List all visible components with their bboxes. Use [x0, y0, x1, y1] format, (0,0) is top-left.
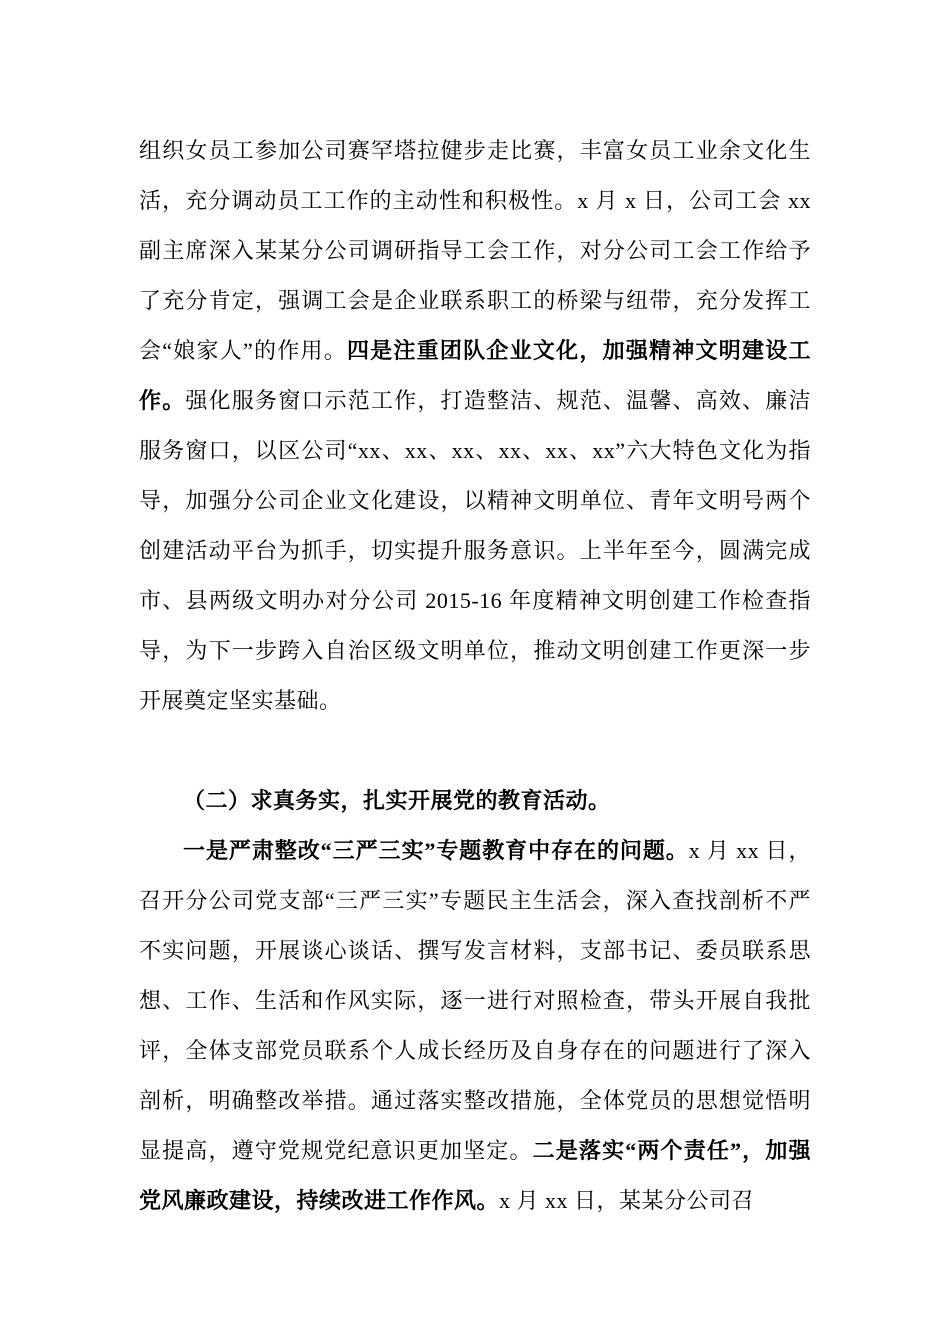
text-run: 组织女员工参加公司赛罕塔拉健步走比赛，丰富女员工业余文化生活，充分调动员工工作的主动性和积极性。x 月 x 日，公司工会 xx 副主席深入某某分公司调研指导工会工作，对分公司工会工作给予了充分肯定，强调工会是企业联系职工的桥梁与纽带，充分发挥工会“娘家人”的作用。: [139, 138, 811, 363]
section-heading: [139, 776, 811, 826]
text-run: x 月 xx 日，召开分公司党支部“三严三实”专题民主生活会，深入查找剖析不严不实问题，开展谈心谈话、撰写发言材料，支部书记、委员联系思想、工作、生活和作风实际，逐一进行对照检查，带头开展自我批评，全体支部党员联系个人成长经历及自身存在的问题进行了深入剖析，明确整改举措。通过落实整改措施，全体党员的思想觉悟明显提高，遵守党规党纪意识更加坚定。: [139, 838, 811, 1163]
paragraph: [139, 826, 811, 1226]
text-run: 强化服务窗口示范工作，打造整洁、规范、温馨、高效、廉洁服务窗口，以区公司“xx、xx、xx、xx、xx、xx”六大特色文化为指导，加强分公司企业文化建设，以精神文明单位、青年文明号两个创建活动平台为抓手，切实提升服务意识。上半年至今，圆满完成市、县两级文明办对分公司 2015-16 年度精神文明创建工作检查指导，为下一步跨入自治区级文明单位，推动文明创建工作更深一步开展奠定坚实基础。: [139, 388, 811, 713]
text-run-bold: 四是注重团队企业文化，加强精神文明建设工作。: [139, 338, 811, 413]
text-run: x 月 xx 日，某某分公司召: [499, 1188, 755, 1213]
document-content: [139, 126, 811, 1226]
paragraph: [139, 126, 811, 726]
text-run-bold: 二是落实“两个责任”，加强党风廉政建设，持续改进工作作风。: [139, 1138, 811, 1213]
text-run-bold: 一是严肃整改“三严三实”专题教育中存在的问题。: [183, 838, 689, 863]
text-run-bold: （二）求真务实，扎实开展党的教育活动。: [183, 788, 611, 813]
